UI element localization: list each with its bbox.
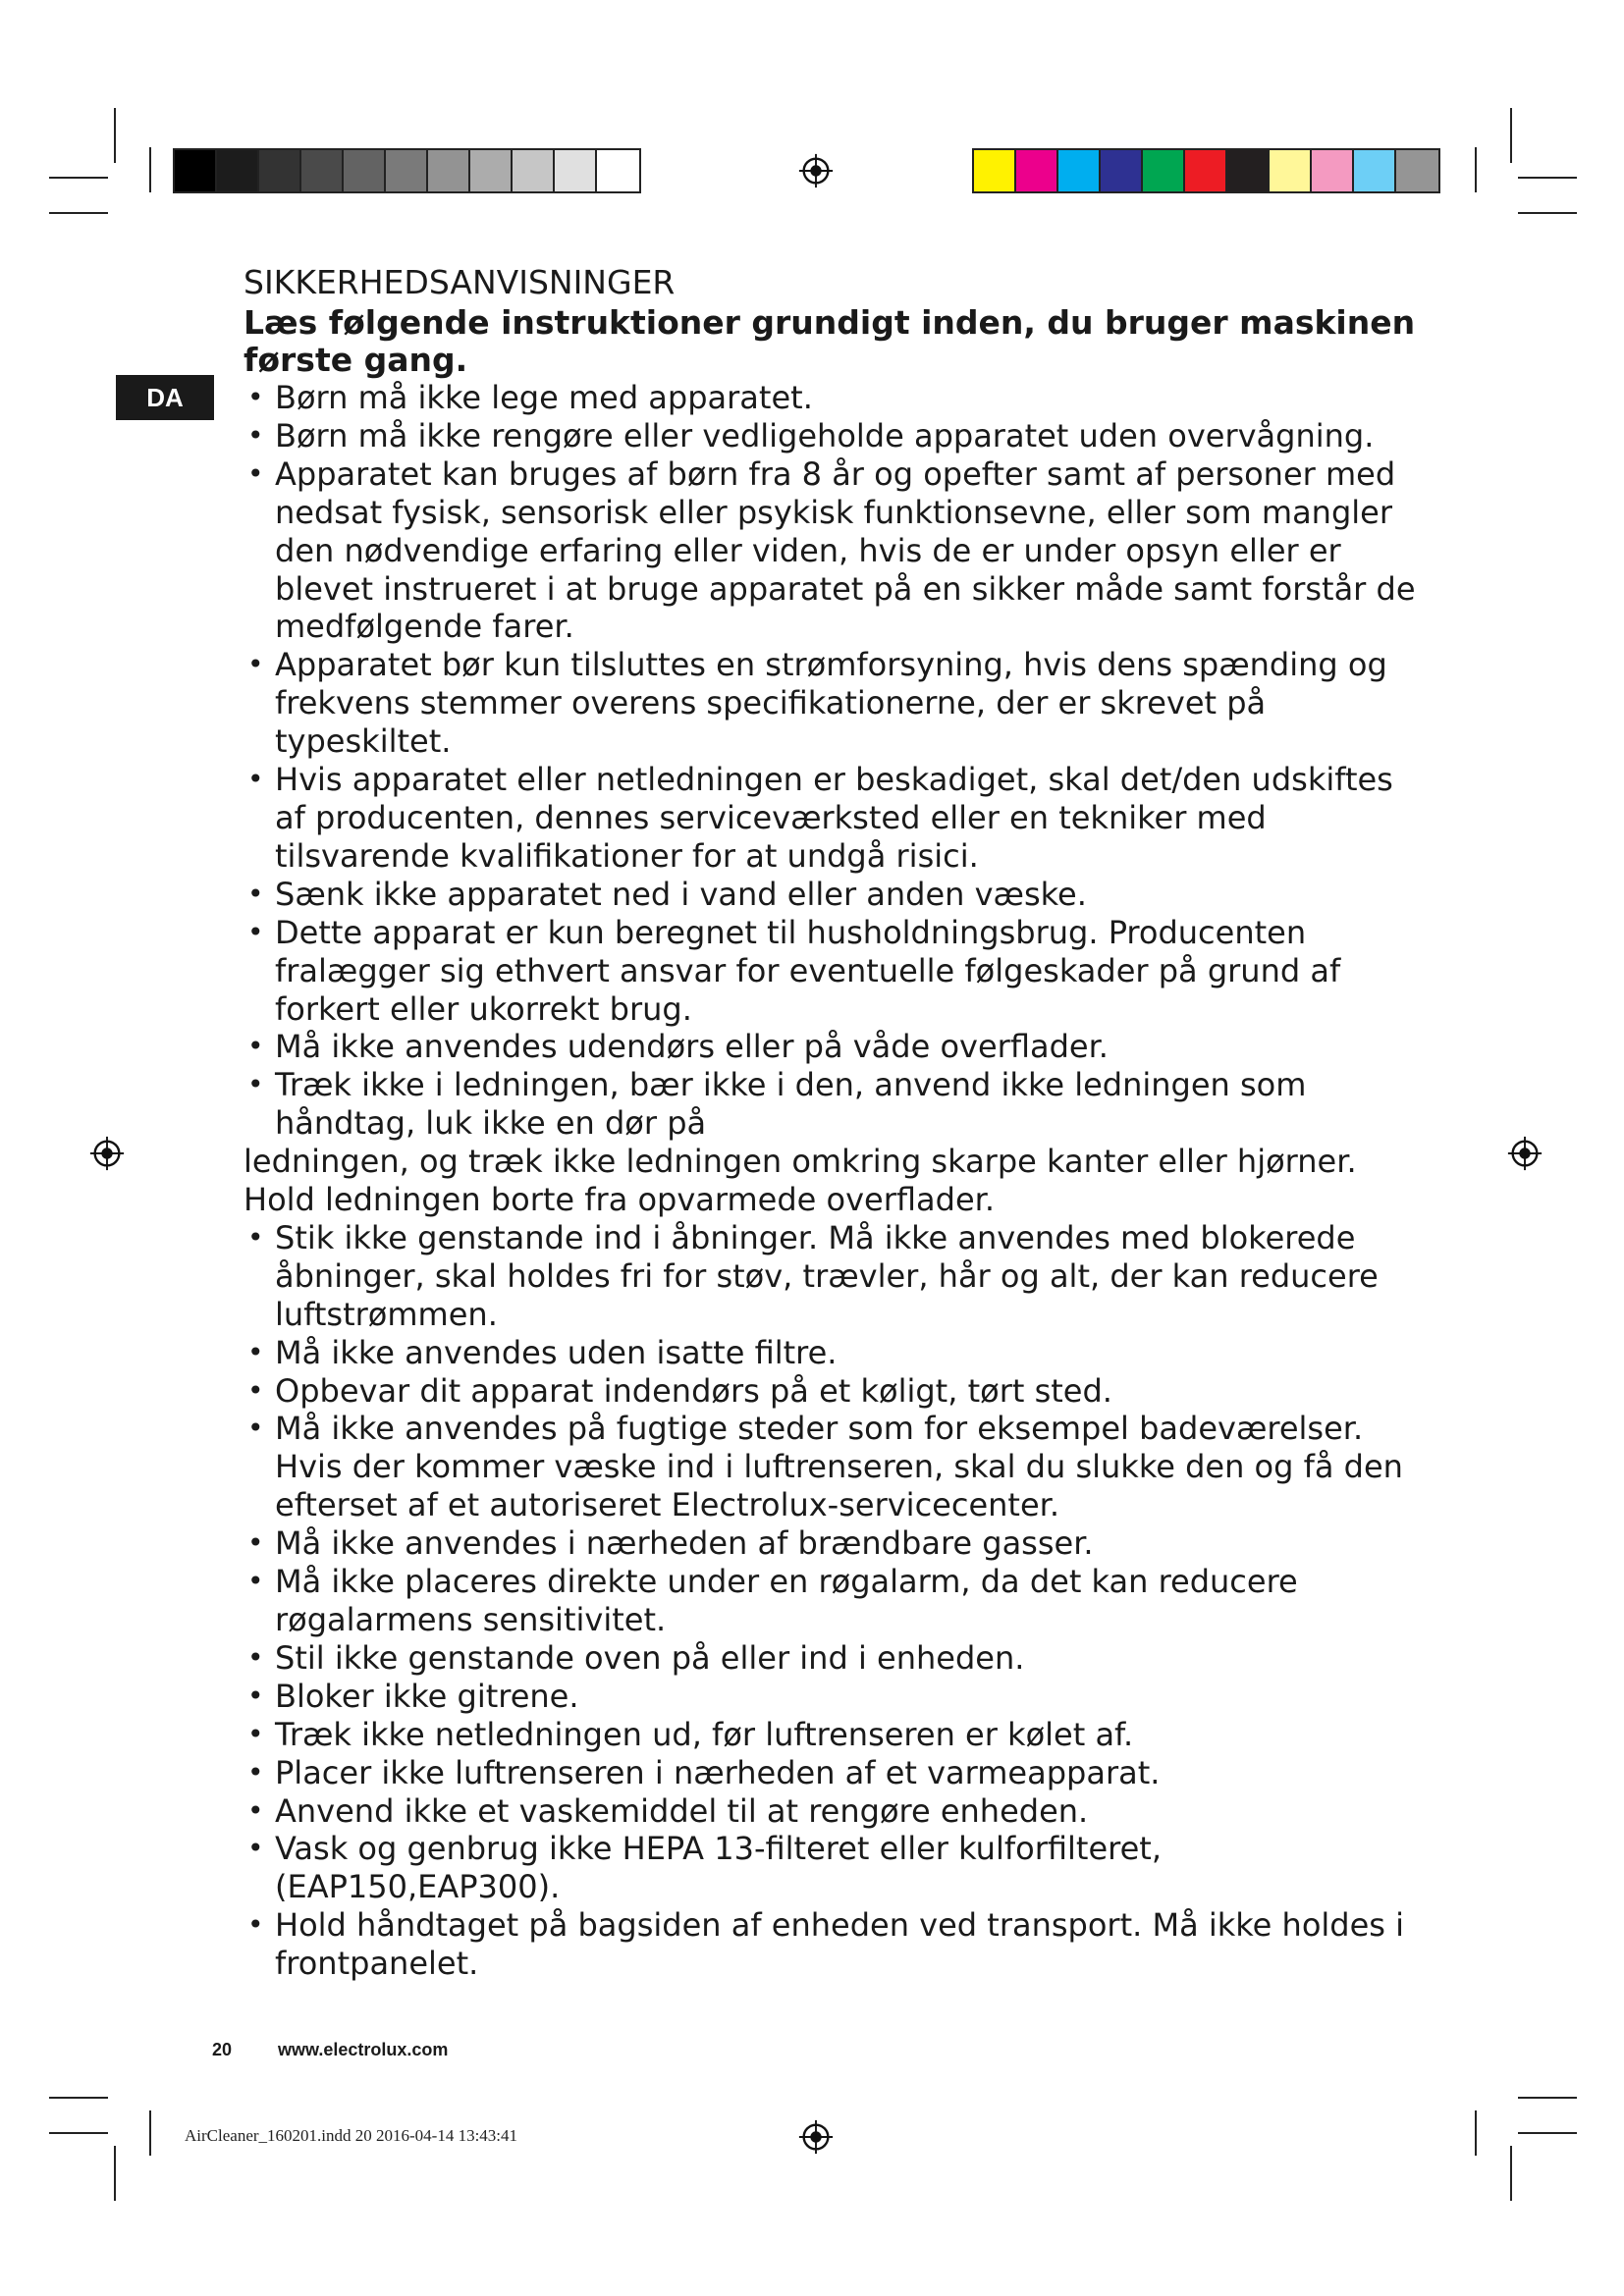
color-swatch bbox=[301, 150, 344, 191]
crop-mark bbox=[114, 2146, 116, 2201]
crop-mark bbox=[1510, 108, 1512, 163]
list-item-continuation: ledningen, og træk ikke ledningen omkring skarpe kanter eller hjørner. Hold ledningen borte fra opvarmede overflader. bbox=[244, 1143, 1357, 1219]
list-item: • Må ikke anvendes uden isatte filtre. bbox=[244, 1334, 1422, 1372]
crop-mark bbox=[1475, 2110, 1477, 2156]
crop-mark bbox=[49, 2097, 108, 2099]
color-swatch bbox=[513, 150, 555, 191]
color-swatch bbox=[1016, 150, 1058, 191]
list-item: • Apparatet bør kun tilsluttes en strømforsyning, hvis dens spænding og frekvens stemmer overens specifikationerne, der er skrevet på typeskiltet. bbox=[244, 646, 1422, 761]
crop-mark bbox=[1518, 2097, 1577, 2099]
color-swatch bbox=[597, 150, 639, 191]
list-item: • Hvis apparatet eller netledningen er beskadiget, skal det/den udskiftes af producenten, dennes serviceværksted eller en tekniker med tilsvarende kvalifikationer for at undgå risici. bbox=[244, 761, 1422, 876]
color-swatch bbox=[1396, 150, 1438, 191]
page-title: SIKKERHEDSANVISNINGER bbox=[244, 263, 676, 301]
registration-mark-icon bbox=[797, 152, 835, 189]
rules-list bbox=[244, 379, 1422, 1983]
list-item: • Dette apparat er kun beregnet til husholdningsbrug. Producenten fralægger sig ethvert ansvar for eventuelle følgeskader på grund af forkert eller ukorrekt brug. bbox=[244, 914, 1422, 1029]
color-swatch bbox=[555, 150, 597, 191]
list-item: • Placer ikke luftrenseren i nærheden af et varmeapparat. bbox=[244, 1754, 1422, 1792]
crop-mark bbox=[1518, 212, 1577, 214]
crop-mark bbox=[49, 212, 108, 214]
registration-mark-icon bbox=[88, 1135, 126, 1172]
color-swatch bbox=[1101, 150, 1143, 191]
registration-mark-icon bbox=[1506, 1135, 1543, 1172]
list-item: • Anvend ikke et vaskemiddel til at rengøre enheden. bbox=[244, 1792, 1422, 1831]
list-item: • Vask og genbrug ikke HEPA 13-filteret eller kulforfilteret, (EAP150,EAP300). bbox=[244, 1830, 1422, 1906]
color-swatch bbox=[217, 150, 259, 191]
crop-mark bbox=[49, 177, 108, 179]
color-swatch bbox=[344, 150, 386, 191]
color-swatch bbox=[470, 150, 513, 191]
crop-mark bbox=[1518, 2132, 1577, 2134]
list-item: • Børn må ikke rengøre eller vedligeholde apparatet uden overvågning. bbox=[244, 417, 1422, 455]
color-swatch bbox=[1143, 150, 1185, 191]
crop-mark bbox=[114, 108, 116, 163]
list-item: • Opbevar dit apparat indendørs på et køligt, tørt sted. bbox=[244, 1372, 1422, 1411]
grayscale-color-bar bbox=[173, 148, 641, 193]
list-item: • Stil ikke genstande oven på eller ind i enheden. bbox=[244, 1639, 1422, 1678]
color-swatch bbox=[1354, 150, 1396, 191]
footer-url: www.electrolux.com bbox=[278, 2040, 449, 2059]
color-swatch bbox=[1312, 150, 1354, 191]
list-item: • Børn må ikke lege med apparatet. bbox=[244, 379, 1422, 417]
intro-text: Læs følgende instruktioner grundigt inden, du bruger maskinen første gang. bbox=[244, 303, 1416, 379]
color-swatch bbox=[386, 150, 428, 191]
list-item: • Må ikke anvendes på fugtige steder som for eksempel badeværelser. Hvis der kommer væske ind i luftrenseren, skal du slukke den og få den efterset af et autoriseret Electrolux-servicecenter. bbox=[244, 1410, 1422, 1524]
color-swatch bbox=[428, 150, 470, 191]
color-swatch bbox=[1058, 150, 1101, 191]
list-item: • Stik ikke genstande ind i åbninger. Må ikke anvendes med blokerede åbninger, skal holdes fri for støv, trævler, hår og alt, der kan reducere luftstrømmen. bbox=[244, 1219, 1422, 1334]
language-tab: DA bbox=[116, 375, 214, 420]
list-item: • Træk ikke i ledningen, bær ikke i den, anvend ikke ledningen som håndtag, luk ikke en dør på bbox=[244, 1066, 1422, 1143]
list-item: • Må ikke anvendes i nærheden af brændbare gasser. bbox=[244, 1524, 1422, 1563]
page-number: 20 bbox=[212, 2040, 233, 2059]
crop-mark bbox=[149, 147, 151, 192]
crop-mark bbox=[1510, 2146, 1512, 2201]
list-item: • Apparatet kan bruges af børn fra 8 år og opefter samt af personer med nedsat fysisk, sensorisk eller psykisk funktionsevne, eller som mangler den nødvendige erfaring eller viden, hvis de er under opsyn eller er blevet instrueret i at bruge apparatet på en sikker måde samt forstår de medfølgende farer. bbox=[244, 455, 1422, 647]
color-swatch bbox=[1270, 150, 1312, 191]
crop-mark bbox=[1475, 147, 1477, 192]
crop-mark bbox=[149, 2110, 151, 2156]
crop-mark bbox=[49, 2132, 108, 2134]
safety-instructions bbox=[244, 263, 1422, 1983]
color-swatch bbox=[1185, 150, 1227, 191]
color-swatch bbox=[175, 150, 217, 191]
color-swatch bbox=[259, 150, 301, 191]
color-swatch bbox=[974, 150, 1016, 191]
list-item: • Må ikke placeres direkte under en røgalarm, da det kan reducere røgalarmens sensitivitet. bbox=[244, 1563, 1422, 1639]
list-item: • Hold håndtaget på bagsiden af enheden ved transport. Må ikke holdes i frontpanelet. bbox=[244, 1906, 1422, 1983]
color-swatch bbox=[1227, 150, 1270, 191]
print-slug: AirCleaner_160201.indd 20 2016-04-14 13:43:41 bbox=[185, 2126, 518, 2145]
list-item: • Træk ikke netledningen ud, før luftrenseren er kølet af. bbox=[244, 1716, 1422, 1754]
crop-mark bbox=[1518, 177, 1577, 179]
list-item: • Må ikke anvendes udendørs eller på våde overflader. bbox=[244, 1028, 1422, 1066]
registration-mark-icon bbox=[797, 2118, 835, 2156]
list-item: • Bloker ikke gitrene. bbox=[244, 1678, 1422, 1716]
process-color-bar bbox=[972, 148, 1440, 193]
list-item: • Sænk ikke apparatet ned i vand eller anden væske. bbox=[244, 876, 1422, 914]
